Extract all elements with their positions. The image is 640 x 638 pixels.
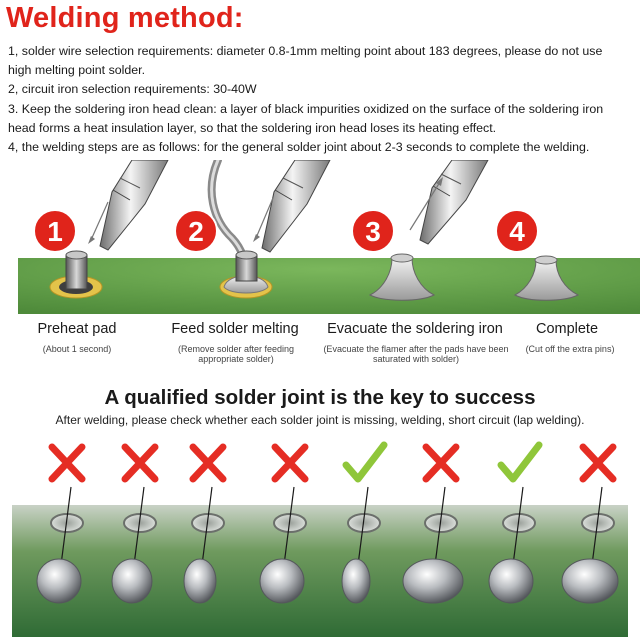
step-sub: (Cut off the extra pins) xyxy=(525,344,615,354)
step-number: 3 xyxy=(365,216,381,247)
step-label: Feed solder melting xyxy=(171,321,299,337)
steps-drawing xyxy=(0,160,640,320)
instruction-line: 1, solder wire selection requirements: diameter 0.8-1mm melting point about 183 degrees, please do not use xyxy=(8,44,603,58)
step-sub: (Remove solder after feeding appropriate solder) xyxy=(177,344,295,364)
section-caption: After welding, please check whether each solder joint is missing, welding, short circuit (lap welding). xyxy=(55,413,585,427)
solder-joints-photo xyxy=(12,437,628,637)
cross-icon xyxy=(125,447,155,479)
instruction-line: 4, the welding steps are as follows: for the general solder joint about 2-3 seconds to complete the welding. xyxy=(8,140,590,155)
step-label: Evacuate the soldering iron xyxy=(327,321,503,337)
instructions xyxy=(8,42,638,157)
instruction-line: 3. Keep the soldering iron head clean: a layer of black impurities oxidized on the surface of the soldering iron xyxy=(8,101,604,116)
solder-blob xyxy=(342,559,370,603)
cross-icon xyxy=(52,447,82,479)
solder-blob xyxy=(112,559,152,603)
solder-blob xyxy=(260,559,304,603)
solder-blob xyxy=(184,559,216,603)
step-label: Complete xyxy=(535,321,599,337)
section-heading: A qualified solder joint is the key to success xyxy=(104,386,536,409)
check-icon xyxy=(346,445,384,479)
step-sub: (About 1 second) xyxy=(42,344,112,354)
instruction-line: 2, circuit iron selection requirements: 30-40W xyxy=(8,82,257,97)
step-number: 4 xyxy=(509,216,525,247)
check-icon xyxy=(501,445,539,479)
step-sub: (Evacuate the flamer after the pads have been saturated with solder) xyxy=(323,344,509,364)
cross-icon xyxy=(193,447,223,479)
solder-blob xyxy=(489,559,533,603)
welding-steps-illustration xyxy=(0,160,640,375)
step-number: 1 xyxy=(47,216,63,247)
solder-joints-drawing xyxy=(12,437,628,637)
page-title: Welding method: xyxy=(6,2,244,34)
step-label: Preheat pad xyxy=(37,321,117,337)
solder-blob xyxy=(37,559,81,603)
step-number: 2 xyxy=(188,216,204,247)
instruction-line: high melting point solder. xyxy=(8,63,146,78)
solder-blob xyxy=(562,559,618,603)
solder-blob xyxy=(403,559,463,603)
cross-icon xyxy=(583,447,613,479)
instruction-line: head forms a heat insulation layer, so that the soldering iron head loses its heating effect. xyxy=(8,120,497,135)
cross-icon xyxy=(426,447,456,479)
cross-icon xyxy=(275,447,305,479)
